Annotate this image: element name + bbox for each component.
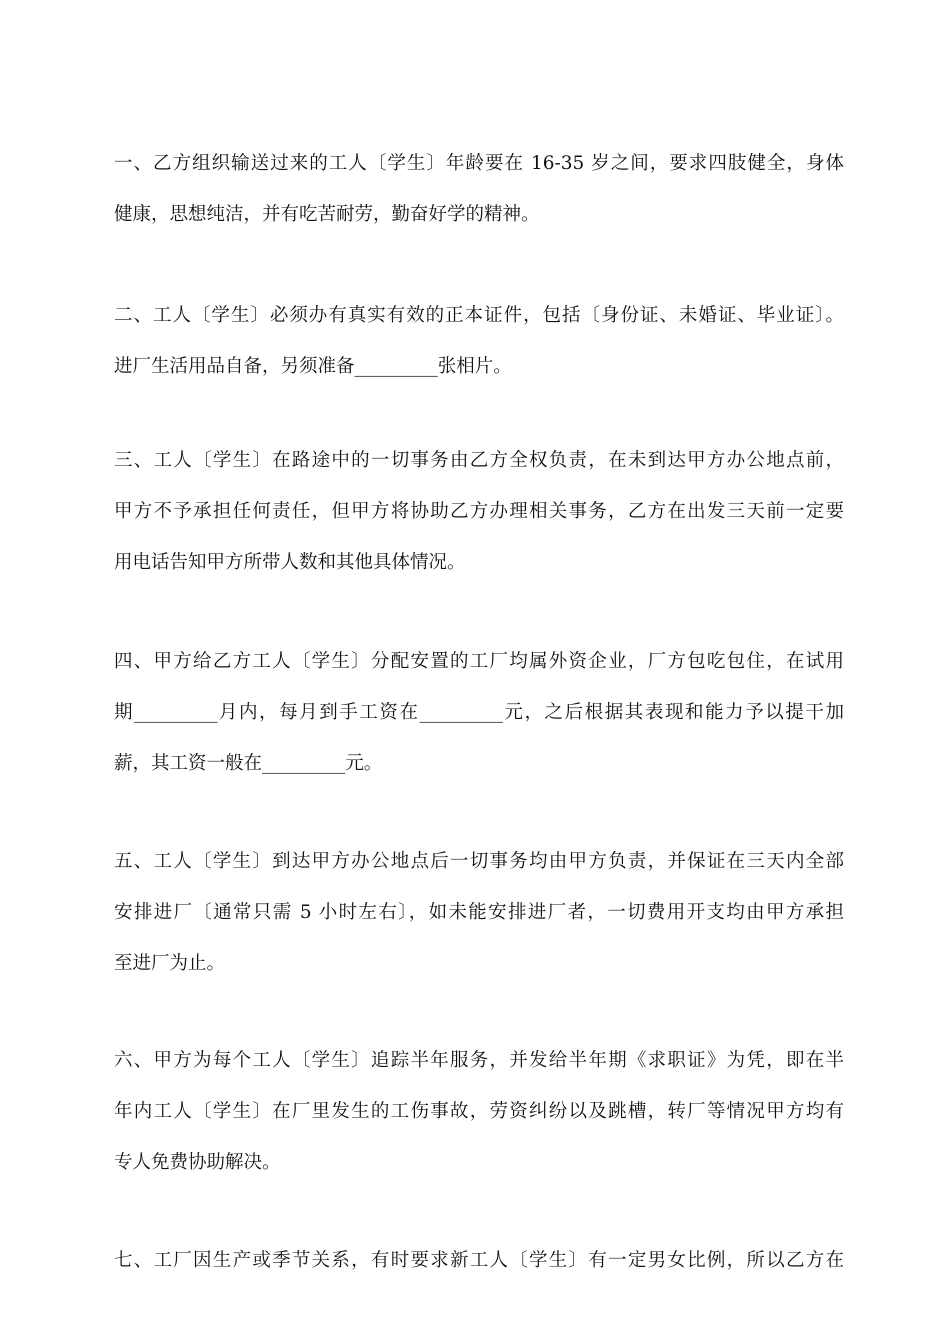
text-line: 一、乙方组织输送过来的工人〔学生〕年龄要在 16-35 岁之间，要求四肢健全，身体	[114, 153, 844, 174]
paragraph-2	[114, 290, 844, 392]
text-line: 七、工厂因生产或季节关系，有时要求新工人〔学生〕有一定男女比例，所以乙方在	[114, 1250, 844, 1271]
text-line: 用电话告知甲方所带人数和其他具体情况。	[114, 552, 466, 573]
paragraph-5	[114, 836, 844, 989]
paragraph-3	[114, 435, 844, 588]
text-line: 年内工人〔学生〕在厂里发生的工伤事故，劳资纠纷以及跳槽，转厂等情况甲方均有	[114, 1101, 844, 1122]
text-line: 六、甲方为每个工人〔学生〕追踪半年服务，并发给半年期《求职证》为凭，即在半	[114, 1050, 844, 1071]
paragraph-1	[114, 138, 844, 240]
text-line: 五、工人〔学生〕到达甲方办公地点后一切事务均由甲方负责，并保证在三天内全部	[114, 851, 844, 872]
text-line: 薪，其工资一般在_________元。	[114, 753, 383, 774]
text-line: 至进厂为止。	[114, 953, 226, 974]
text-line: 甲方不予承担任何责任，但甲方将协助乙方办理相关事务，乙方在出发三天前一定要	[114, 501, 844, 522]
paragraph-7	[114, 1235, 844, 1286]
paragraph-6	[114, 1035, 844, 1188]
text-line: 专人免费协助解决。	[114, 1152, 281, 1173]
text-line: 三、工人〔学生〕在路途中的一切事务由乙方全权负责，在未到达甲方办公地点前，	[114, 450, 844, 471]
text-line: 健康，思想纯洁，并有吃苦耐劳，勤奋好学的精神。	[114, 204, 540, 225]
text-line: 四、甲方给乙方工人〔学生〕分配安置的工厂均属外资企业，厂方包吃包住，在试用	[114, 651, 844, 672]
paragraph-4	[114, 636, 844, 789]
text-line: 期_________月内，每月到手工资在_________元，之后根据其表现和能力予以提干加	[114, 702, 844, 723]
text-line: 安排进厂〔通常只需 5 小时左右〕，如未能安排进厂者，一切费用开支均由甲方承担	[114, 902, 844, 923]
text-line: 二、工人〔学生〕必须办有真实有效的正本证件，包括〔身份证、未婚证、毕业证〕。	[114, 305, 844, 326]
text-line: 进厂生活用品自备，另须准备_________张相片。	[114, 356, 512, 377]
